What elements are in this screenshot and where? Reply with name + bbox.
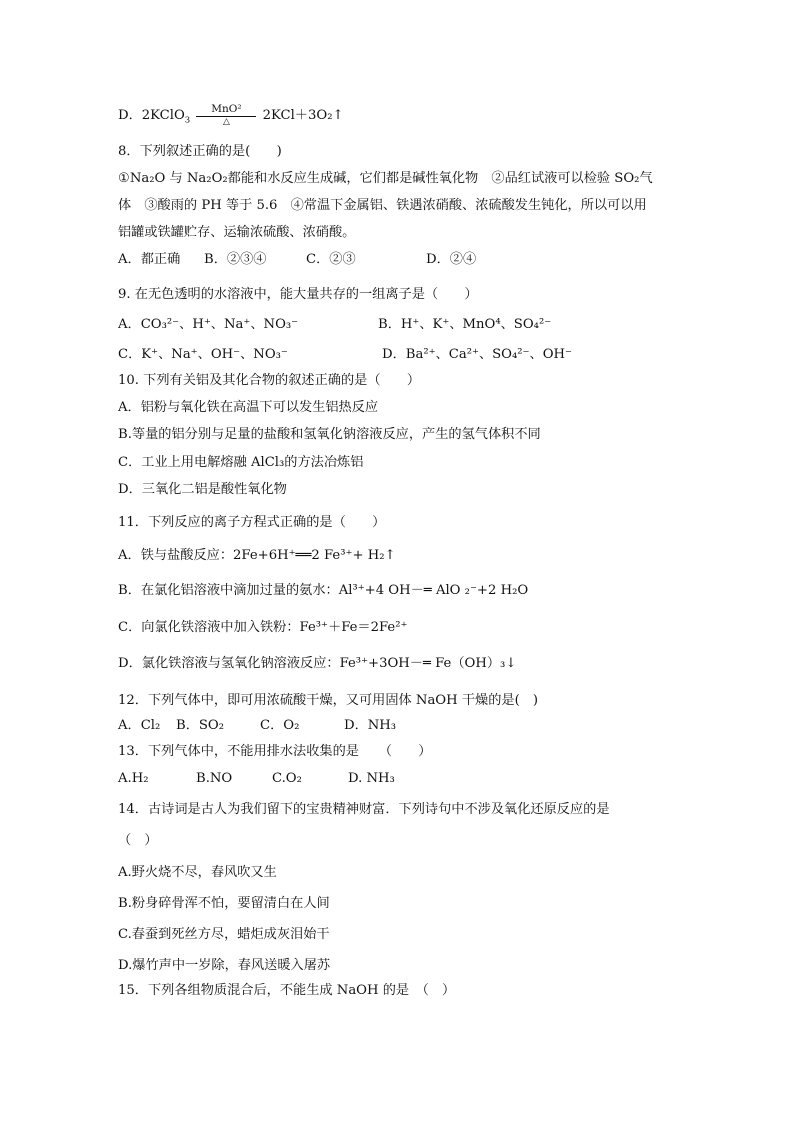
q9-options-row-1 (118, 316, 551, 334)
q8-option-a: A．都正确 (118, 252, 181, 267)
q14-option-a: A.野火烧不尽，春风吹又生 (118, 865, 277, 880)
q9-option-a: A．CO₃²⁻、H⁺、Na⁺、NO₃⁻ (118, 317, 299, 332)
q14-stem: 14．古诗词是古人为我们留下的宝贵精神财富．下列诗句中不涉及氧化还原反应的是 (118, 802, 610, 817)
reaction-condition (196, 104, 256, 127)
q11-option-d: D．氯化铁溶液与氢氧化钠溶液反应：Fe³⁺+3OH－═ Fe（OH）₃↓ (118, 656, 517, 671)
q11-option-a: A．铁与盐酸反应：2Fe+6H⁺══2 Fe³⁺+ H₂↑ (118, 548, 396, 563)
q10-option-d: D．三氧化二铝是酸性氧化物 (118, 482, 287, 497)
q8-option-c: C．②③ (306, 252, 356, 267)
q9-stem: 9. 在无色透明的水溶液中，能大量共存的一组离子是（ ） (118, 287, 478, 302)
q13-options (118, 770, 395, 788)
catalyst-label: MnO² (211, 103, 242, 115)
q8-options (118, 251, 476, 269)
q13-option-a: A.H₂ (118, 771, 149, 786)
q8-option-b: B．②③④ (204, 252, 267, 267)
q14-option-d: D.爆竹声中一岁除，春风送暖入屠苏 (118, 958, 331, 973)
q9-option-b: B．H⁺、K⁺、MnO⁴、SO₄²⁻ (378, 317, 552, 332)
q8-line-2: 体 ③酸雨的 PH 等于 5.6 ④常温下金属铝、铁遇浓硝酸、浓硫酸发生钝化，所以可以用 (118, 198, 647, 213)
q12-options (118, 717, 396, 735)
q8-stem: 8．下列叙述正确的是( ) (118, 144, 282, 159)
q7-d-prefix: D．2KClO (118, 108, 185, 123)
q12-option-b: B．SO₂ (176, 718, 225, 733)
q11-option-c: C．向氯化铁溶液中加入铁粉：Fe³⁺＋Fe＝2Fe²⁺ (118, 620, 408, 635)
q13-stem: 13．下列气体中，不能用排水法收集的是 （ ） (118, 744, 432, 759)
q8-line-3: 铝罐或铁罐贮存、运输浓硫酸、浓硝酸。 (118, 225, 356, 240)
q7-d-products: 2KCl＋3O₂↑ (262, 108, 344, 123)
q9-options-row-2 (118, 346, 572, 364)
q13-option-c: C.O₂ (272, 771, 302, 786)
q10-stem: 10. 下列有关铝及其化合物的叙述正确的是（ ） (118, 373, 421, 388)
q14-option-b: B.粉身碎骨浑不怕，要留清白在人间 (118, 896, 330, 911)
q11-stem: 11．下列反应的离子方程式正确的是（ ） (118, 515, 386, 530)
q10-option-c: C．工业上用电解熔融 AlCl₃的方法冶炼铝 (118, 455, 364, 470)
q8-option-d: D．②④ (426, 252, 477, 267)
q14-option-c: C.春蚕到死丝方尽，蜡炬成灰泪始干 (118, 927, 330, 942)
heat-symbol: △ (222, 117, 230, 127)
q9-option-c: C．K⁺、Na⁺、OH⁻、NO₃⁻ (118, 347, 288, 362)
q12-option-d: D．NH₃ (344, 718, 397, 733)
q7-option-d (118, 104, 344, 127)
q7-d-sub: 3 (184, 115, 191, 126)
q13-option-d: D. NH₃ (348, 771, 395, 786)
q8-line-1: ①Na₂O 与 Na₂O₂都能和水反应生成碱，它们都是碱性氧化物 ②品红试液可以检验 SO₂气 (118, 171, 653, 186)
q10-option-b: B.等量的铝分别与足量的盐酸和氢氧化钠溶液反应，产生的氢气体积不同 (118, 427, 541, 442)
q9-option-d: D．Ba²⁺、Ca²⁺、SO₄²⁻、OH⁻ (382, 347, 572, 362)
q12-option-a: A．Cl₂ (118, 718, 161, 733)
q10-option-a: A．铝粉与氧化铁在高温下可以发生铝热反应 (118, 400, 379, 415)
q15-stem: 15．下列各组物质混合后，不能生成 NaOH 的是 （ ） (118, 983, 456, 998)
q11-option-b: B．在氯化铝溶液中滴加过量的氨水：Al³⁺+4 OH－═ AlO ₂⁻+2 H₂O (118, 583, 529, 598)
q12-stem: 12．下列气体中，即可用浓硫酸干燥，又可用固体 NaOH 干燥的是( ) (118, 693, 539, 708)
q14-bracket: （ ） (118, 833, 158, 848)
q12-option-c: C．O₂ (260, 718, 300, 733)
q13-option-b: B.NO (196, 771, 233, 786)
